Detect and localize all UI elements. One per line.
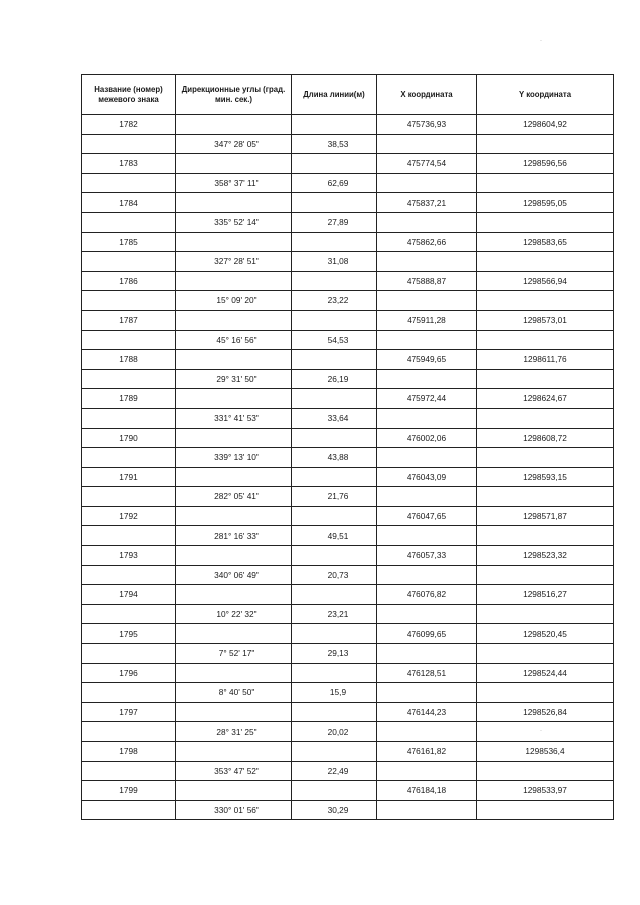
- empty-cell: [477, 448, 614, 468]
- x-coordinate: 475972,44: [377, 389, 477, 409]
- direction-angle: 7° 52' 17": [176, 644, 292, 664]
- empty-cell: [292, 624, 377, 644]
- point-number: 1782: [82, 115, 176, 135]
- empty-cell: [176, 663, 292, 683]
- line-length: 62,69: [292, 173, 377, 193]
- empty-cell: [176, 624, 292, 644]
- empty-cell: [176, 742, 292, 762]
- empty-cell: [377, 487, 477, 507]
- direction-angle: 282° 05' 41": [176, 487, 292, 507]
- empty-cell: [477, 212, 614, 232]
- empty-cell: [82, 448, 176, 468]
- x-coordinate: 475911,28: [377, 310, 477, 330]
- header-name: Название (номер) межевого знака: [82, 75, 176, 115]
- empty-cell: [477, 644, 614, 664]
- empty-cell: [477, 330, 614, 350]
- empty-cell: [292, 585, 377, 605]
- direction-angle: 8° 40' 50": [176, 683, 292, 703]
- line-length: 29,13: [292, 644, 377, 664]
- y-coordinate: 1298573,01: [477, 310, 614, 330]
- y-coordinate: 1298524,44: [477, 663, 614, 683]
- direction-angle: 331° 41' 53": [176, 408, 292, 428]
- empty-cell: [477, 800, 614, 820]
- empty-cell: [82, 526, 176, 546]
- empty-cell: [82, 644, 176, 664]
- direction-angle: 15° 09' 20": [176, 291, 292, 311]
- empty-cell: [292, 742, 377, 762]
- empty-cell: [477, 134, 614, 154]
- empty-cell: [292, 546, 377, 566]
- point-number: 1791: [82, 467, 176, 487]
- empty-cell: [292, 428, 377, 448]
- table-row: [82, 115, 614, 135]
- table-row: [82, 448, 614, 468]
- point-number: 1794: [82, 585, 176, 605]
- point-number: 1797: [82, 702, 176, 722]
- table-row: [82, 408, 614, 428]
- empty-cell: [176, 271, 292, 291]
- y-coordinate: 1298583,65: [477, 232, 614, 252]
- point-number: 1790: [82, 428, 176, 448]
- empty-cell: [176, 467, 292, 487]
- table-row: [82, 389, 614, 409]
- empty-cell: [292, 506, 377, 526]
- empty-cell: [377, 134, 477, 154]
- x-coordinate: 476128,51: [377, 663, 477, 683]
- x-coordinate: 476043,09: [377, 467, 477, 487]
- header-length: Длина линии(м): [292, 75, 377, 115]
- x-coordinate: 476047,65: [377, 506, 477, 526]
- x-coordinate: 476076,82: [377, 585, 477, 605]
- empty-cell: [477, 526, 614, 546]
- table-row: [82, 526, 614, 546]
- y-coordinate: 1298520,45: [477, 624, 614, 644]
- empty-cell: [477, 369, 614, 389]
- empty-cell: [292, 702, 377, 722]
- empty-cell: [82, 565, 176, 585]
- line-length: 20,73: [292, 565, 377, 585]
- y-coordinate: 1298595,05: [477, 193, 614, 213]
- point-number: 1785: [82, 232, 176, 252]
- header-x: X координата: [377, 75, 477, 115]
- direction-angle: 347° 28' 05": [176, 134, 292, 154]
- direction-angle: 358° 37' 11": [176, 173, 292, 193]
- empty-cell: [82, 369, 176, 389]
- empty-cell: [82, 252, 176, 272]
- empty-cell: [377, 369, 477, 389]
- empty-cell: [292, 389, 377, 409]
- empty-cell: [377, 604, 477, 624]
- line-length: 21,76: [292, 487, 377, 507]
- empty-cell: [176, 154, 292, 174]
- direction-angle: 339° 13' 10": [176, 448, 292, 468]
- point-number: 1783: [82, 154, 176, 174]
- empty-cell: [82, 800, 176, 820]
- line-length: 49,51: [292, 526, 377, 546]
- empty-cell: [477, 173, 614, 193]
- line-length: 22,49: [292, 761, 377, 781]
- header-y: Y координата: [477, 75, 614, 115]
- empty-cell: [377, 330, 477, 350]
- empty-cell: [292, 271, 377, 291]
- x-coordinate: 476057,33: [377, 546, 477, 566]
- table-row: [82, 310, 614, 330]
- line-length: 33,64: [292, 408, 377, 428]
- y-coordinate: 1298523,32: [477, 546, 614, 566]
- empty-cell: [176, 389, 292, 409]
- y-coordinate: 1298624,67: [477, 389, 614, 409]
- point-number: 1786: [82, 271, 176, 291]
- empty-cell: [477, 408, 614, 428]
- table-row: [82, 350, 614, 370]
- empty-cell: [377, 252, 477, 272]
- empty-cell: [377, 526, 477, 546]
- x-coordinate: 475862,66: [377, 232, 477, 252]
- point-number: 1796: [82, 663, 176, 683]
- empty-cell: [82, 487, 176, 507]
- empty-cell: [292, 310, 377, 330]
- line-length: 23,22: [292, 291, 377, 311]
- x-coordinate: 475949,65: [377, 350, 477, 370]
- header-row: [82, 75, 614, 115]
- x-coordinate: 475774,54: [377, 154, 477, 174]
- empty-cell: [377, 212, 477, 232]
- table-row: [82, 467, 614, 487]
- line-length: 43,88: [292, 448, 377, 468]
- line-length: 30,29: [292, 800, 377, 820]
- table-row: [82, 173, 614, 193]
- empty-cell: [82, 173, 176, 193]
- table-row: [82, 487, 614, 507]
- table-row: [82, 330, 614, 350]
- table-row: [82, 722, 614, 742]
- empty-cell: [377, 644, 477, 664]
- empty-cell: [176, 585, 292, 605]
- x-coordinate: 476099,65: [377, 624, 477, 644]
- point-number: 1793: [82, 546, 176, 566]
- empty-cell: [176, 428, 292, 448]
- empty-cell: [477, 761, 614, 781]
- direction-angle: 327° 28' 51": [176, 252, 292, 272]
- x-coordinate: 475736,93: [377, 115, 477, 135]
- direction-angle: 330° 01' 56": [176, 800, 292, 820]
- line-length: 26,19: [292, 369, 377, 389]
- y-coordinate: 1298536,4: [477, 742, 614, 762]
- table-body: [82, 115, 614, 820]
- line-length: 31,08: [292, 252, 377, 272]
- boundary-coordinates-table: [81, 74, 614, 820]
- y-coordinate: 1298604,92: [477, 115, 614, 135]
- x-coordinate: 475888,87: [377, 271, 477, 291]
- empty-cell: [477, 683, 614, 703]
- x-coordinate: 476161,82: [377, 742, 477, 762]
- empty-cell: [377, 761, 477, 781]
- line-length: 20,02: [292, 722, 377, 742]
- empty-cell: [176, 310, 292, 330]
- x-coordinate: 476184,18: [377, 781, 477, 801]
- point-number: 1792: [82, 506, 176, 526]
- table-row: [82, 212, 614, 232]
- y-coordinate: 1298566,94: [477, 271, 614, 291]
- empty-cell: [292, 467, 377, 487]
- empty-cell: [82, 134, 176, 154]
- y-coordinate: 1298608,72: [477, 428, 614, 448]
- empty-cell: [292, 781, 377, 801]
- line-length: 23,21: [292, 604, 377, 624]
- line-length: 27,89: [292, 212, 377, 232]
- direction-angle: 281° 16' 33": [176, 526, 292, 546]
- table-row: [82, 252, 614, 272]
- empty-cell: [292, 193, 377, 213]
- empty-cell: [377, 408, 477, 428]
- table-row: [82, 154, 614, 174]
- y-coordinate: 1298526,84: [477, 702, 614, 722]
- empty-cell: [292, 232, 377, 252]
- table-row: [82, 742, 614, 762]
- table-row: [82, 193, 614, 213]
- point-number: 1795: [82, 624, 176, 644]
- direction-angle: 29° 31' 50": [176, 369, 292, 389]
- table-row: [82, 565, 614, 585]
- empty-cell: [477, 487, 614, 507]
- table-row: [82, 134, 614, 154]
- empty-cell: [82, 722, 176, 742]
- empty-cell: [377, 173, 477, 193]
- empty-cell: [176, 350, 292, 370]
- point-number: 1789: [82, 389, 176, 409]
- empty-cell: [377, 800, 477, 820]
- empty-cell: [82, 683, 176, 703]
- point-number: 1798: [82, 742, 176, 762]
- line-length: 38,53: [292, 134, 377, 154]
- table-row: [82, 232, 614, 252]
- x-coordinate: 476144,23: [377, 702, 477, 722]
- y-coordinate: 1298571,87: [477, 506, 614, 526]
- table-row: [82, 604, 614, 624]
- table-row: [82, 369, 614, 389]
- x-coordinate: 475837,21: [377, 193, 477, 213]
- empty-cell: [477, 604, 614, 624]
- table-row: [82, 585, 614, 605]
- y-coordinate: 1298611,76: [477, 350, 614, 370]
- empty-cell: [176, 232, 292, 252]
- point-number: 1788: [82, 350, 176, 370]
- empty-cell: [176, 193, 292, 213]
- table-row: [82, 644, 614, 664]
- empty-cell: [477, 291, 614, 311]
- table-row: [82, 506, 614, 526]
- empty-cell: [82, 291, 176, 311]
- empty-cell: [292, 115, 377, 135]
- table-row: [82, 781, 614, 801]
- direction-angle: 45° 16' 56": [176, 330, 292, 350]
- empty-cell: [377, 683, 477, 703]
- line-length: 15,9: [292, 683, 377, 703]
- table-row: [82, 291, 614, 311]
- empty-cell: [377, 291, 477, 311]
- empty-cell: [176, 781, 292, 801]
- empty-cell: [377, 565, 477, 585]
- direction-angle: 28° 31' 25": [176, 722, 292, 742]
- y-coordinate: 1298593,15: [477, 467, 614, 487]
- empty-cell: [82, 761, 176, 781]
- empty-cell: [292, 663, 377, 683]
- empty-cell: [176, 702, 292, 722]
- table-row: [82, 428, 614, 448]
- x-coordinate: 476002,06: [377, 428, 477, 448]
- stray-mark: ·: [540, 38, 542, 44]
- direction-angle: 353° 47' 52": [176, 761, 292, 781]
- table-row: [82, 800, 614, 820]
- empty-cell: [477, 565, 614, 585]
- point-number: 1799: [82, 781, 176, 801]
- empty-cell: [82, 212, 176, 232]
- empty-cell: [176, 546, 292, 566]
- line-length: 54,53: [292, 330, 377, 350]
- y-coordinate: 1298596,56: [477, 154, 614, 174]
- point-number: 1787: [82, 310, 176, 330]
- y-coordinate: 1298516,27: [477, 585, 614, 605]
- table-row: [82, 761, 614, 781]
- y-coordinate: 1298533,97: [477, 781, 614, 801]
- direction-angle: 10° 22' 32": [176, 604, 292, 624]
- table-row: [82, 271, 614, 291]
- empty-cell: [82, 408, 176, 428]
- empty-cell: [176, 506, 292, 526]
- table-row: [82, 624, 614, 644]
- empty-cell: [477, 722, 614, 742]
- table-row: [82, 663, 614, 683]
- direction-angle: 335° 52' 14": [176, 212, 292, 232]
- empty-cell: [377, 722, 477, 742]
- table-row: [82, 683, 614, 703]
- table-row: [82, 546, 614, 566]
- coordinates-sheet: [81, 74, 613, 820]
- empty-cell: [82, 604, 176, 624]
- empty-cell: [292, 350, 377, 370]
- direction-angle: 340° 06' 49": [176, 565, 292, 585]
- empty-cell: [292, 154, 377, 174]
- empty-cell: [176, 115, 292, 135]
- point-number: 1784: [82, 193, 176, 213]
- empty-cell: [377, 448, 477, 468]
- header-angle: Дирекционные углы (град. мин. сек.): [176, 75, 292, 115]
- table-row: [82, 702, 614, 722]
- empty-cell: [82, 330, 176, 350]
- empty-cell: [477, 252, 614, 272]
- stray-mark: ·: [540, 728, 542, 734]
